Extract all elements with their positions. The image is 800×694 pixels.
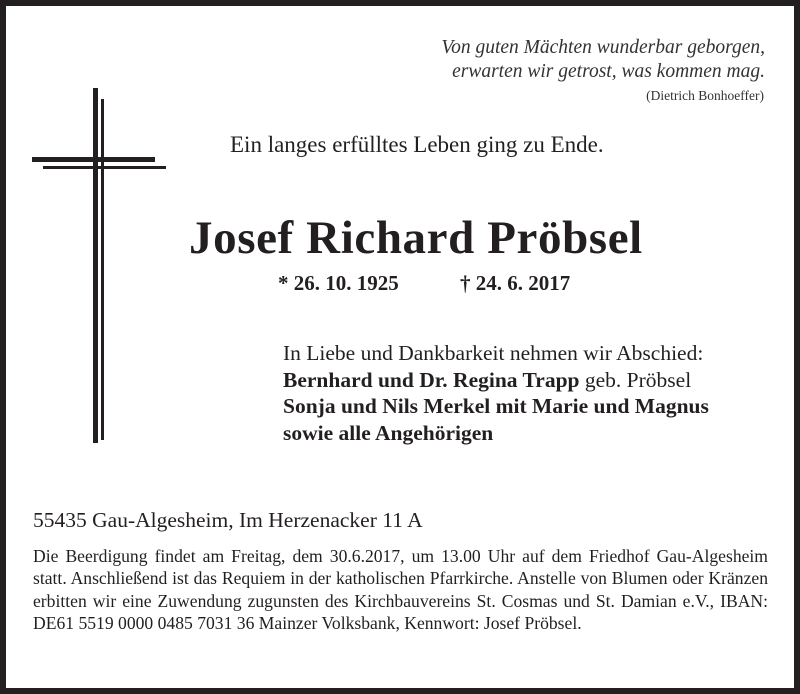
cross-vertical-thin xyxy=(101,99,104,440)
address: 55435 Gau-Algesheim, Im Herzenacker 11 A xyxy=(33,508,423,532)
mourner-names-1: Bernhard und Dr. Regina Trapp xyxy=(283,367,580,392)
mourner-line-1 xyxy=(283,367,709,397)
birth-date: * 26. 10. 1925 xyxy=(278,271,399,295)
mourners-block xyxy=(283,343,709,449)
mourner-line-2: Sonja und Nils Merkel mit Marie und Magnus xyxy=(283,394,709,418)
funeral-notice: Die Beerdigung findet am Freitag, dem 30.6.2017, um 13.00 Uhr auf dem Friedhof Gau-Algesheim statt. Anschließend ist das Requiem in der katholischen Pfarrkirche. Anstelle von Blumen oder Kränzen erbitten wir eine Zuwendung zugunsten des Kirchbauvereins St. Cosmas und St. Damian e.V., IBAN: DE61 5519 0000 0485 7031 36 Mainzer Volksbank, Kennwort: Josef Pröbsel. xyxy=(33,546,768,633)
quote-line-1: Von guten Mächten wunderbar geborgen, xyxy=(441,37,765,58)
cross-horizontal-thick xyxy=(32,157,155,162)
mourner-line-3: sowie alle Angehörigen xyxy=(283,420,494,445)
death-date: † 24. 6. 2017 xyxy=(460,271,571,295)
quote-line-2: erwarten wir getrost, was kommen mag. xyxy=(452,61,765,82)
farewell-line: In Liebe und Dankbarkeit nehmen wir Abschied: xyxy=(283,341,704,365)
intro-text: Ein langes erfülltes Leben ging zu Ende. xyxy=(230,132,604,157)
quote-author: (Dietrich Bonhoeffer) xyxy=(646,88,764,103)
mourner-maiden-name: geb. Pröbsel xyxy=(579,367,692,392)
cross-vertical-thick xyxy=(93,88,98,443)
cross-horizontal-thin xyxy=(43,166,166,169)
deceased-name: Josef Richard Pröbsel xyxy=(189,212,643,264)
